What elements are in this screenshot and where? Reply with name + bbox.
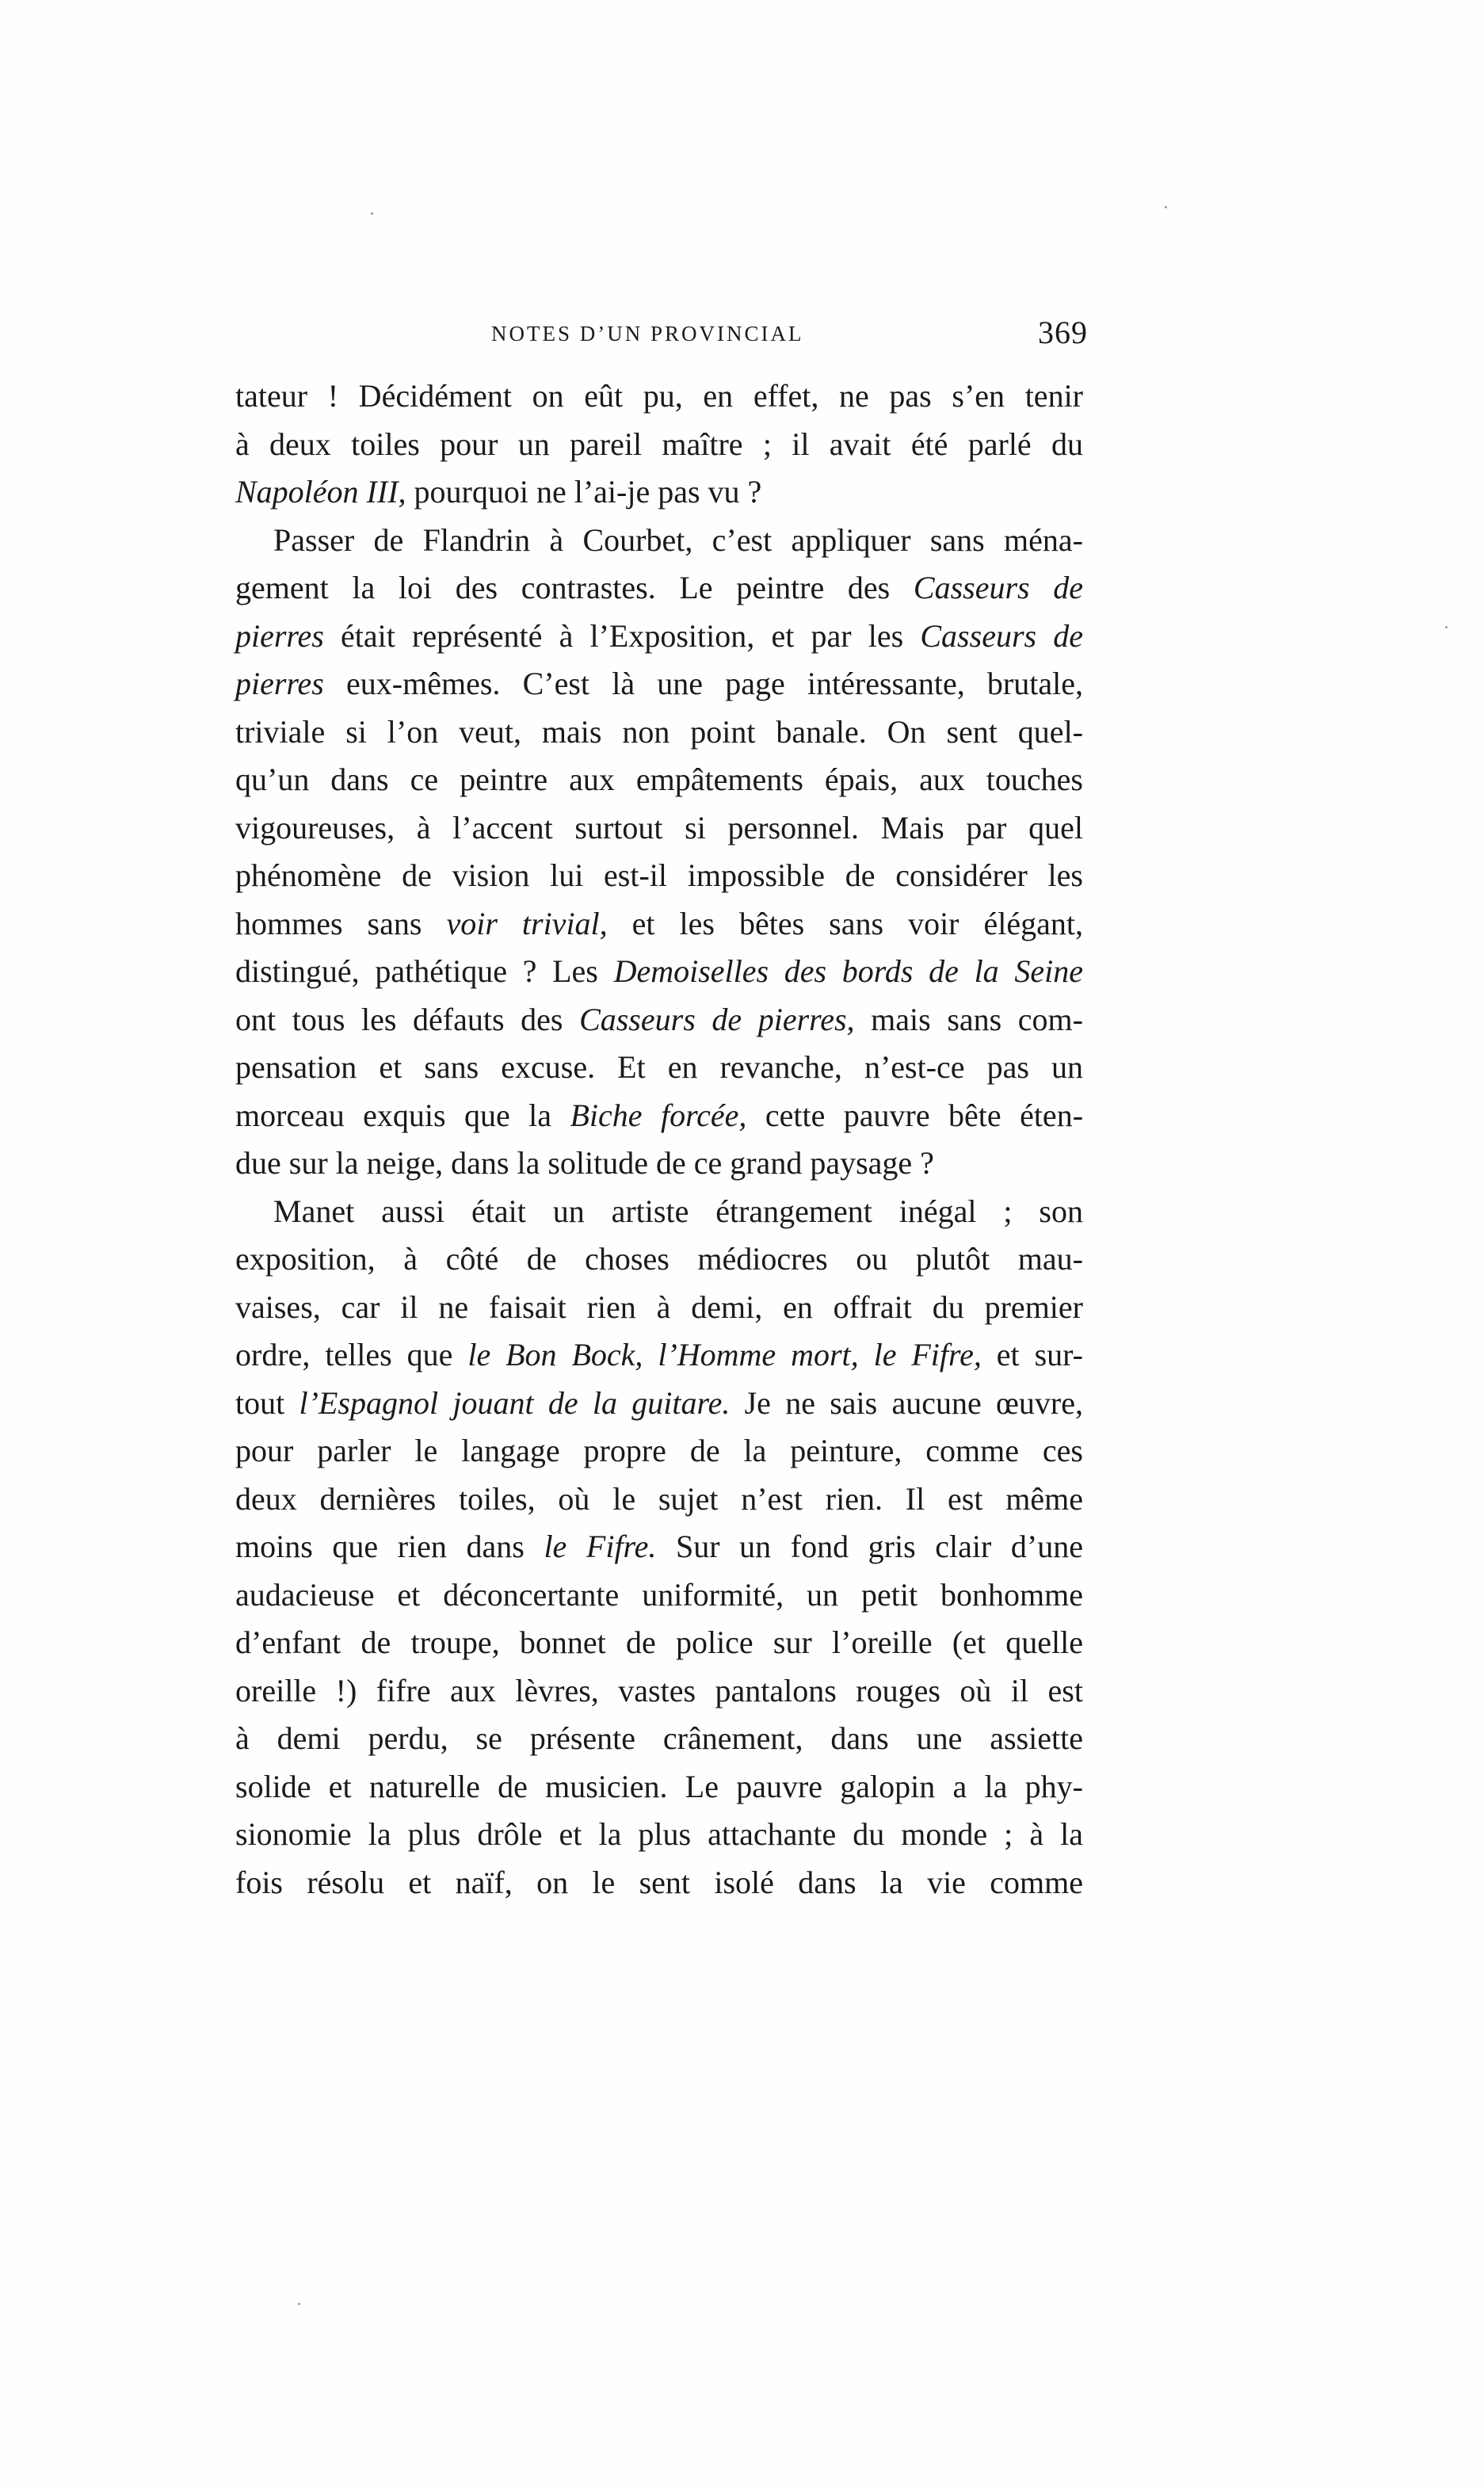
text-line: [235, 660, 1083, 708]
text-line: [235, 421, 1083, 469]
italic-title-run: Biche forcée,: [570, 1097, 747, 1133]
text-run: et les bêtes sans voir élégant,: [607, 905, 1083, 941]
text-run: cette pauvre bête éten-: [746, 1097, 1084, 1133]
text-run: Passer de Flandrin à Courbet, c’est appliquer sans ména-: [273, 521, 1083, 558]
text-line: [235, 1667, 1083, 1716]
text-run: vaises, car il ne faisait rien à demi, en offrait du premier: [235, 1288, 1083, 1325]
text-run: triviale si l’on veut, mais non point banale. On sent quel-: [235, 713, 1083, 750]
text-line: [235, 1380, 1083, 1428]
italic-title-run: voir trivial,: [446, 905, 608, 941]
text-run: audacieuse et déconcertante uniformité, un petit bonhomme: [235, 1576, 1083, 1613]
text-run: tout: [235, 1384, 299, 1421]
text-run: Sur un fond gris clair d’une: [656, 1529, 1083, 1564]
text-line: [235, 1763, 1083, 1811]
italic-title-run: Casseurs de: [913, 570, 1083, 605]
text-line: [235, 517, 1083, 565]
text-run: phénomène de vision lui est-il impossible de considérer les: [235, 857, 1083, 893]
italic-title-run: Napoléon III,: [235, 474, 406, 510]
text-run: à demi perdu, se présente crânement, dans une assiette: [235, 1720, 1083, 1756]
italic-title-run: Casseurs de pierres,: [579, 1001, 855, 1037]
text-run: ont tous les défauts des: [235, 1001, 580, 1037]
text-line: [235, 948, 1083, 996]
text-run: moins que rien dans: [235, 1529, 544, 1564]
text-run: solide et naturelle de musicien. Le pauvre galopin a la phy-: [235, 1768, 1083, 1804]
text-run: ordre, telles que: [235, 1337, 468, 1372]
text-run: hommes sans: [235, 905, 447, 941]
text-line: [235, 1092, 1083, 1140]
text-line: [235, 1188, 1083, 1236]
text-run: pensation et sans excuse. Et en revanche, n’est-ce pas un: [235, 1049, 1083, 1085]
text-run: pourquoi ne l’ai-je pas vu ?: [406, 474, 762, 510]
body-text: [235, 372, 1083, 1907]
text-run: Manet aussi était un artiste étrangement inégal ; son: [273, 1193, 1083, 1229]
text-line: [235, 1331, 1083, 1380]
text-line: [235, 564, 1083, 613]
text-run: exposition, à côté de choses médiocres ou plutôt mau-: [235, 1241, 1083, 1277]
text-run: était représenté à l’Exposition, et par les: [323, 617, 921, 654]
italic-title-run: Demoiselles des bords de la Seine: [613, 953, 1083, 989]
italic-title-run: Casseurs de: [920, 617, 1084, 654]
text-run: qu’un dans ce peintre aux empâtements épais, aux touches: [235, 762, 1083, 797]
italic-title-run: le Fifre.: [544, 1529, 657, 1564]
text-line: [235, 1235, 1083, 1284]
text-run: sionomie la plus drôle et la plus attachante du monde ; à la: [235, 1816, 1083, 1852]
text-line: [235, 1571, 1083, 1620]
paper-speck: [1165, 206, 1167, 208]
italic-title-run: pierres: [235, 617, 324, 654]
text-line: [235, 1859, 1083, 1907]
italic-title-run: le Bon Bock, l’Homme mort, le Fifre,: [467, 1337, 982, 1372]
text-run: fois résolu et naïf, on le sent isolé dans la vie comme: [235, 1864, 1083, 1900]
text-line: [235, 1284, 1083, 1332]
text-line: [235, 1523, 1083, 1571]
text-run: à deux toiles pour un pareil maître ; il avait été parlé du: [235, 426, 1083, 462]
italic-title-run: l’Espagnol jouant de la guitare.: [299, 1384, 731, 1421]
text-run: et sur-: [981, 1337, 1083, 1372]
text-line: [235, 900, 1083, 949]
text-line: [235, 1811, 1083, 1859]
text-run: vigoureuses, à l’accent surtout si personnel. Mais par quel: [235, 809, 1083, 846]
text-run: deux dernières toiles, où le sujet n’est rien. Il est même: [235, 1480, 1083, 1517]
text-run: oreille !) fifre aux lèvres, vastes pantalons rouges où il est: [235, 1672, 1083, 1708]
text-line: [235, 372, 1083, 421]
text-run: due sur la neige, dans la solitude de ce grand paysage ?: [235, 1145, 934, 1181]
text-run: d’enfant de troupe, bonnet de police sur l’oreille (et quelle: [235, 1624, 1083, 1660]
text-line: [235, 852, 1083, 900]
text-line: [235, 1140, 1083, 1188]
paper-speck: [1445, 626, 1448, 628]
text-line: [235, 1619, 1083, 1667]
text-run: Je ne sais aucune œuvre,: [730, 1384, 1084, 1421]
italic-title-run: pierres: [235, 666, 324, 701]
page-number: 369: [1038, 315, 1088, 350]
text-line: [235, 1044, 1083, 1092]
text-run: mais sans com-: [854, 1001, 1083, 1037]
text-run: gement la loi des contrastes. Le peintre des: [235, 570, 914, 605]
text-run: distingué, pathétique ? Les: [235, 953, 614, 989]
text-line: [235, 708, 1083, 757]
text-line: [235, 613, 1083, 661]
text-line: [235, 756, 1083, 804]
paper-speck: [371, 212, 373, 215]
text-run: morceau exquis que la: [235, 1097, 570, 1133]
text-line: [235, 1715, 1083, 1763]
running-head: [238, 303, 1109, 350]
text-run: eux-mêmes. C’est là une page intéressante, brutale,: [323, 666, 1083, 701]
text-line: [235, 1475, 1083, 1524]
text-line: [235, 996, 1083, 1044]
running-title: NOTES D’UN PROVINCIAL: [491, 322, 804, 345]
text-run: tateur ! Décidément on eût pu, en effet, ne pas s’en tenir: [235, 378, 1083, 414]
text-line: [235, 1427, 1083, 1475]
text-line: [235, 468, 1083, 517]
paper-speck: [298, 2303, 300, 2305]
text-run: pour parler le langage propre de la peinture, comme ces: [235, 1433, 1083, 1468]
text-line: [235, 804, 1083, 853]
